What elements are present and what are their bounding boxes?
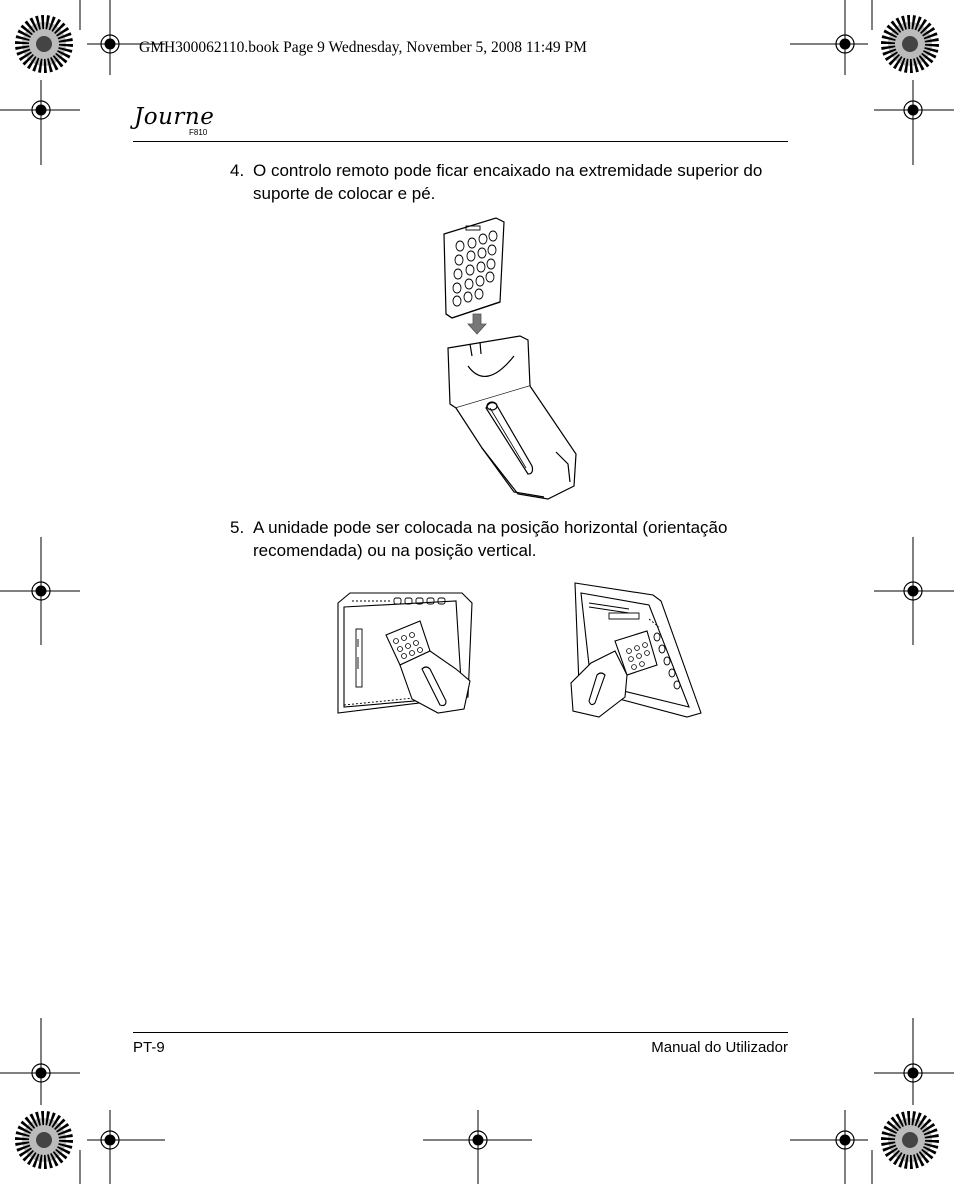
horizontal-orientation-illustration: [334, 589, 476, 715]
step-number: 5.: [230, 518, 245, 537]
footer-rule: [133, 1032, 788, 1033]
header-rule: [133, 141, 788, 142]
vertical-orientation-illustration: [569, 579, 701, 719]
step-number: 4.: [230, 161, 245, 180]
brand-logo: Journe: [134, 104, 215, 130]
step-text: O controlo remoto pode ficar encaixado na extremidade superior do suporte de colocar e pé.: [253, 161, 763, 203]
remote-stand-illustration: [436, 216, 596, 501]
manual-title: Manual do Utilizador: [651, 1039, 788, 1056]
book-slug-line: GMH300062110.book Page 9 Wednesday, November 5, 2008 11:49 PM: [139, 39, 587, 56]
step-5: [230, 516, 800, 562]
step-text: A unidade pode ser colocada na posição horizontal (orientação recomendada) ou na posição vertical.: [253, 518, 728, 560]
page-number: PT-9: [133, 1039, 165, 1056]
step-4: [230, 159, 800, 205]
model-label: F810: [189, 128, 208, 137]
